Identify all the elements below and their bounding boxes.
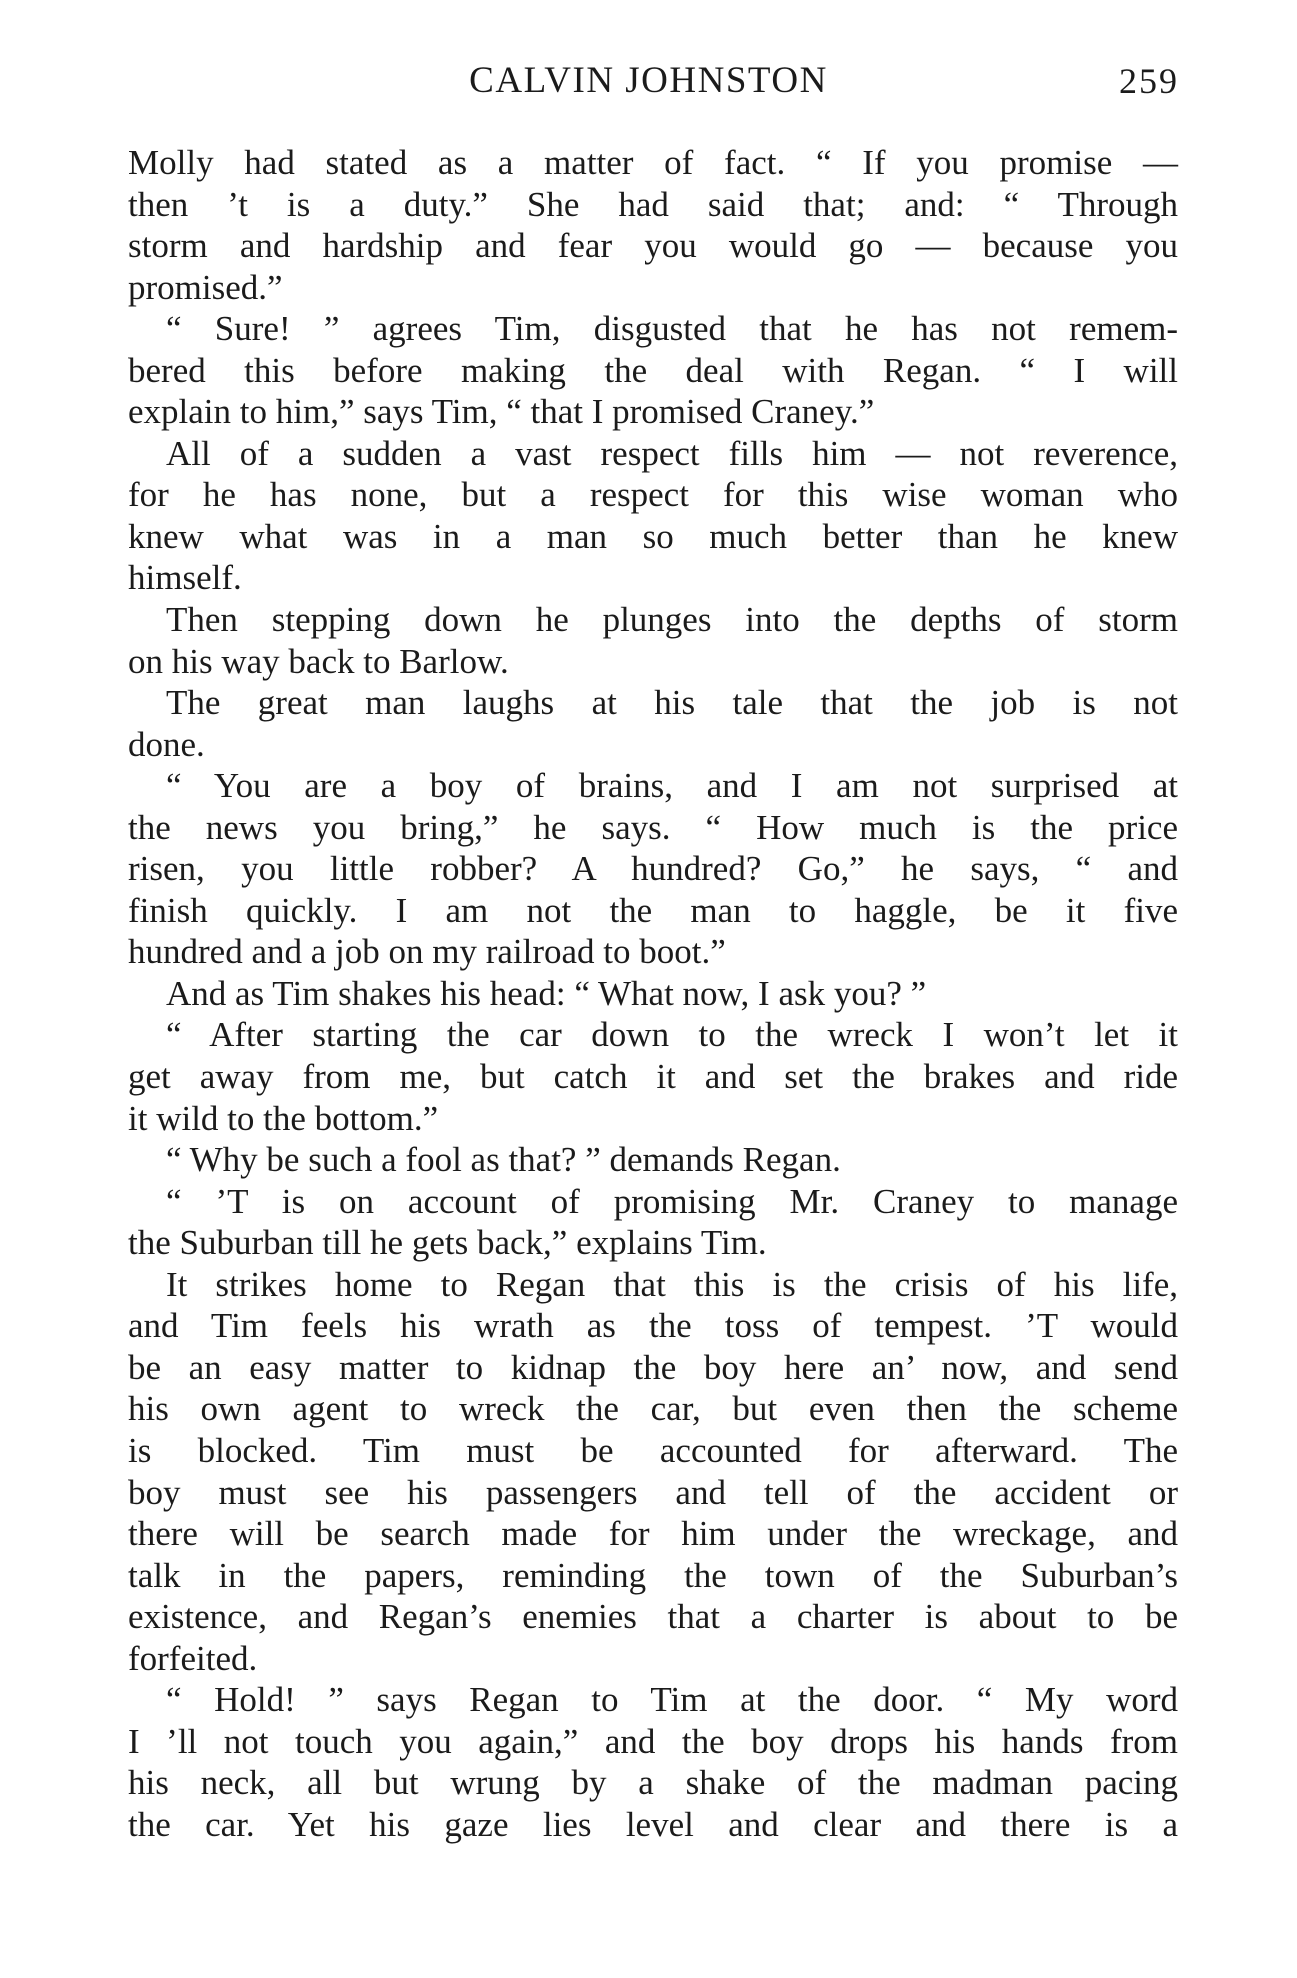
text-line: talk in the papers, reminding the town of the Suburban’s — [128, 1555, 1178, 1595]
page-number: 259 — [1119, 61, 1179, 101]
text-line: “ After starting the car down to the wreck I won’t let it — [166, 1015, 1178, 1055]
text-line: “ Sure! ” agrees Tim, disgusted that he has not remem- — [166, 309, 1178, 349]
text-line: And as Tim shakes his head: “ What now, I ask you? ” — [166, 973, 927, 1013]
text-line: finish quickly. I am not the man to haggle, be it five — [128, 890, 1178, 930]
text-line: “ Hold! ” says Regan to Tim at the door. “ My word — [166, 1680, 1178, 1720]
text-line: “ Why be such a fool as that? ” demands Regan. — [166, 1140, 841, 1180]
text-line: All of a sudden a vast respect fills him — not reverence, — [166, 433, 1178, 473]
text-line: there will be search made for him under the wreckage, and — [128, 1514, 1178, 1554]
running-head-title: CALVIN JOHNSTON — [469, 60, 828, 101]
text-line: get away from me, but catch it and set the brakes and ride — [128, 1057, 1178, 1097]
text-line: the Suburban till he gets back,” explains Tim. — [128, 1223, 767, 1263]
text-line: be an easy matter to kidnap the boy here an’ now, and send — [128, 1347, 1178, 1387]
text-line: himself. — [128, 558, 242, 598]
text-line: the news you bring,” he says. “ How much is the price — [128, 807, 1178, 847]
text-line: boy must see his passengers and tell of the accident or — [128, 1472, 1178, 1512]
body-text — [128, 142, 1178, 1845]
text-line: for he has none, but a respect for this wise woman who — [128, 475, 1178, 515]
text-line: and Tim feels his wrath as the toss of tempest. ’T would — [128, 1306, 1178, 1346]
text-line: then ’t is a duty.” She had said that; and: “ Through — [128, 184, 1178, 224]
text-line: I ’ll not touch you again,” and the boy drops his hands from — [128, 1721, 1178, 1761]
text-line: his neck, all but wrung by a shake of the madman pacing — [128, 1763, 1178, 1803]
text-line: explain to him,” says Tim, “ that I promised Craney.” — [128, 392, 875, 432]
text-line: “ You are a boy of brains, and I am not surprised at — [166, 766, 1178, 806]
text-line: bered this before making the deal with Regan. “ I will — [128, 350, 1178, 390]
text-line: the car. Yet his gaze lies level and clear and there is a — [128, 1804, 1178, 1844]
text-line: knew what was in a man so much better than he knew — [128, 516, 1178, 556]
text-line: It strikes home to Regan that this is the crisis of his life, — [166, 1264, 1178, 1304]
text-line: on his way back to Barlow. — [128, 641, 509, 681]
text-line: is blocked. Tim must be accounted for afterward. The — [128, 1430, 1178, 1470]
text-line: done. — [128, 724, 205, 764]
text-line: his own agent to wreck the car, but even then the scheme — [128, 1389, 1178, 1429]
text-line: “ ’T is on account of promising Mr. Craney to manage — [166, 1181, 1178, 1221]
text-line: Then stepping down he plunges into the depths of storm — [166, 600, 1178, 640]
text-line: promised.” — [128, 267, 283, 307]
text-line: risen, you little robber? A hundred? Go,” he says, “ and — [128, 849, 1178, 889]
text-line: forfeited. — [128, 1638, 258, 1678]
text-line: it wild to the bottom.” — [128, 1098, 439, 1138]
running-head — [0, 56, 1297, 106]
text-line: The great man laughs at his tale that the job is not — [166, 683, 1178, 723]
text-line: existence, and Regan’s enemies that a charter is about to be — [128, 1597, 1178, 1637]
text-line: storm and hardship and fear you would go — because you — [128, 226, 1178, 266]
text-line: Molly had stated as a matter of fact. “ If you promise — — [128, 143, 1178, 182]
text-line: hundred and a job on my railroad to boot.” — [128, 932, 726, 972]
